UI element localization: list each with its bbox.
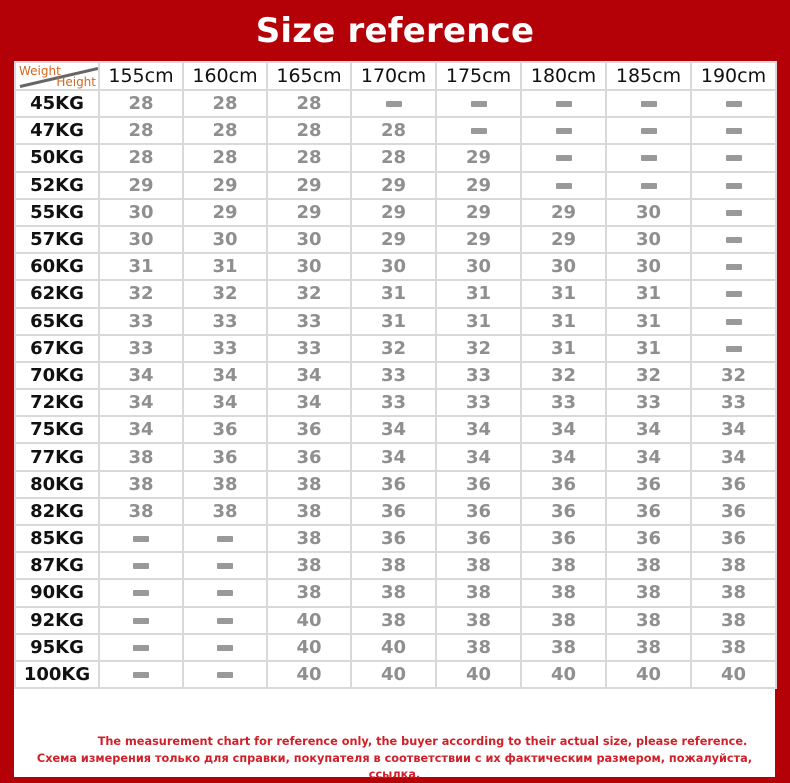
not-available-cell [691, 172, 776, 199]
not-available-cell [521, 117, 606, 144]
size-cell: 34 [267, 362, 351, 389]
row-header-weight: 77KG [15, 443, 99, 470]
not-available-cell [691, 226, 776, 253]
size-cell: 40 [521, 661, 606, 688]
size-cell: 31 [521, 308, 606, 335]
not-available-cell [351, 90, 436, 117]
row-header-weight: 70KG [15, 362, 99, 389]
row-header-weight: 95KG [15, 634, 99, 661]
footer-note-english: The measurement chart for reference only, the buyer according to their actual size, please reference. [97, 735, 748, 748]
size-cell: 34 [436, 443, 521, 470]
not-available-cell [691, 253, 776, 280]
size-cell: 30 [267, 253, 351, 280]
page-title: Size reference [255, 11, 535, 51]
size-cell: 33 [183, 308, 267, 335]
size-cell: 33 [267, 335, 351, 362]
size-cell: 31 [521, 280, 606, 307]
size-cell: 29 [267, 199, 351, 226]
row-header-weight: 45KG [15, 90, 99, 117]
size-cell: 34 [521, 443, 606, 470]
row-header-weight: 62KG [15, 280, 99, 307]
row-header-weight: 90KG [15, 579, 99, 606]
size-cell: 34 [351, 443, 436, 470]
size-cell: 40 [436, 661, 521, 688]
size-cell: 31 [99, 253, 183, 280]
size-cell: 38 [351, 579, 436, 606]
size-cell: 38 [267, 471, 351, 498]
size-cell: 36 [606, 471, 691, 498]
not-available-cell [99, 661, 183, 688]
size-cell: 28 [267, 90, 351, 117]
size-cell: 38 [351, 552, 436, 579]
size-cell: 34 [99, 389, 183, 416]
size-cell: 38 [691, 634, 776, 661]
size-cell: 34 [99, 362, 183, 389]
size-cell: 34 [351, 416, 436, 443]
table-row [15, 308, 776, 335]
column-header-height: 155cm [99, 62, 183, 90]
table-row [15, 416, 776, 443]
size-cell: 36 [521, 471, 606, 498]
size-cell: 29 [521, 226, 606, 253]
not-available-cell [99, 525, 183, 552]
size-cell: 31 [436, 308, 521, 335]
table-row [15, 253, 776, 280]
not-available-cell [99, 634, 183, 661]
size-cell: 38 [521, 607, 606, 634]
size-cell: 36 [691, 498, 776, 525]
column-header-height: 170cm [351, 62, 436, 90]
size-cell: 28 [99, 144, 183, 171]
size-cell: 40 [267, 661, 351, 688]
size-cell: 36 [691, 525, 776, 552]
table-row [15, 579, 776, 606]
size-cell: 36 [436, 498, 521, 525]
size-cell: 30 [183, 226, 267, 253]
size-cell: 30 [436, 253, 521, 280]
size-cell: 29 [267, 172, 351, 199]
size-cell: 38 [436, 607, 521, 634]
size-cell: 36 [183, 443, 267, 470]
size-cell: 33 [521, 389, 606, 416]
column-header-height: 190cm [691, 62, 776, 90]
dash-icon [726, 346, 742, 352]
size-cell: 38 [606, 552, 691, 579]
not-available-cell [183, 552, 267, 579]
not-available-cell [183, 634, 267, 661]
dash-icon [726, 128, 742, 134]
size-cell: 36 [436, 525, 521, 552]
table-row [15, 498, 776, 525]
size-cell: 28 [351, 144, 436, 171]
table-row [15, 226, 776, 253]
corner-cell [15, 62, 99, 90]
size-cell: 29 [351, 172, 436, 199]
table-row [15, 199, 776, 226]
weight-axis-label: Weight [19, 64, 61, 78]
dash-icon [217, 672, 233, 678]
size-cell: 30 [351, 253, 436, 280]
size-cell: 36 [606, 525, 691, 552]
row-header-weight: 55KG [15, 199, 99, 226]
size-cell: 29 [436, 172, 521, 199]
not-available-cell [436, 90, 521, 117]
dash-icon [471, 128, 487, 134]
dash-icon [133, 536, 149, 542]
size-cell: 34 [521, 416, 606, 443]
size-cell: 38 [436, 579, 521, 606]
not-available-cell [606, 90, 691, 117]
size-cell: 38 [521, 634, 606, 661]
table-row [15, 172, 776, 199]
size-cell: 38 [436, 634, 521, 661]
size-cell: 40 [351, 634, 436, 661]
footer-note [14, 733, 775, 783]
dash-icon [726, 319, 742, 325]
row-header-weight: 75KG [15, 416, 99, 443]
size-cell: 33 [267, 308, 351, 335]
row-header-weight: 60KG [15, 253, 99, 280]
column-header-height: 165cm [267, 62, 351, 90]
dash-icon [641, 128, 657, 134]
size-cell: 32 [267, 280, 351, 307]
size-cell: 38 [183, 498, 267, 525]
size-chart-panel [14, 61, 775, 781]
size-cell: 30 [267, 226, 351, 253]
dash-icon [726, 101, 742, 107]
size-cell: 40 [606, 661, 691, 688]
size-cell: 36 [267, 443, 351, 470]
size-cell: 31 [606, 280, 691, 307]
table-row [15, 280, 776, 307]
size-cell: 40 [351, 661, 436, 688]
table-row [15, 634, 776, 661]
size-cell: 38 [267, 498, 351, 525]
row-header-weight: 50KG [15, 144, 99, 171]
dash-icon [133, 645, 149, 651]
dash-icon [641, 155, 657, 161]
column-header-height: 175cm [436, 62, 521, 90]
row-header-weight: 80KG [15, 471, 99, 498]
size-cell: 38 [99, 443, 183, 470]
dash-icon [556, 183, 572, 189]
dash-icon [726, 155, 742, 161]
size-cell: 33 [436, 362, 521, 389]
size-cell: 38 [691, 579, 776, 606]
dash-icon [217, 563, 233, 569]
size-cell: 29 [436, 199, 521, 226]
table-row [15, 525, 776, 552]
dash-icon [217, 618, 233, 624]
size-cell: 31 [606, 308, 691, 335]
not-available-cell [606, 144, 691, 171]
size-cell: 38 [521, 579, 606, 606]
size-cell: 34 [606, 443, 691, 470]
size-cell: 38 [436, 552, 521, 579]
size-cell: 34 [183, 389, 267, 416]
table-row [15, 443, 776, 470]
size-cell: 34 [267, 389, 351, 416]
dash-icon [641, 101, 657, 107]
not-available-cell [99, 607, 183, 634]
row-header-weight: 52KG [15, 172, 99, 199]
size-cell: 29 [351, 226, 436, 253]
size-cell: 31 [436, 280, 521, 307]
size-cell: 30 [606, 199, 691, 226]
size-cell: 34 [691, 416, 776, 443]
size-cell: 32 [691, 362, 776, 389]
size-cell: 32 [99, 280, 183, 307]
dash-icon [133, 563, 149, 569]
size-cell: 36 [267, 416, 351, 443]
dash-icon [217, 536, 233, 542]
size-cell: 38 [267, 552, 351, 579]
size-cell: 38 [606, 579, 691, 606]
size-cell: 36 [521, 525, 606, 552]
dash-icon [133, 590, 149, 596]
size-cell: 29 [351, 199, 436, 226]
size-cell: 40 [267, 634, 351, 661]
not-available-cell [99, 579, 183, 606]
dash-icon [726, 264, 742, 270]
dash-icon [556, 155, 572, 161]
not-available-cell [183, 661, 267, 688]
size-cell: 30 [99, 199, 183, 226]
row-header-weight: 85KG [15, 525, 99, 552]
size-cell: 29 [436, 144, 521, 171]
dash-icon [726, 291, 742, 297]
row-header-weight: 82KG [15, 498, 99, 525]
dash-icon [556, 101, 572, 107]
size-cell: 38 [99, 471, 183, 498]
not-available-cell [691, 90, 776, 117]
not-available-cell [183, 579, 267, 606]
size-cell: 33 [99, 308, 183, 335]
dash-icon [556, 128, 572, 134]
size-cell: 30 [606, 253, 691, 280]
size-cell: 28 [351, 117, 436, 144]
dash-icon [641, 183, 657, 189]
size-cell: 40 [267, 607, 351, 634]
size-cell: 38 [691, 607, 776, 634]
row-header-weight: 57KG [15, 226, 99, 253]
size-cell: 38 [606, 634, 691, 661]
row-header-weight: 65KG [15, 308, 99, 335]
size-cell: 38 [267, 579, 351, 606]
not-available-cell [183, 607, 267, 634]
size-cell: 31 [521, 335, 606, 362]
not-available-cell [691, 335, 776, 362]
dash-icon [726, 237, 742, 243]
height-axis-label: Height [56, 75, 96, 89]
row-header-weight: 100KG [15, 661, 99, 688]
size-cell: 33 [99, 335, 183, 362]
not-available-cell [691, 308, 776, 335]
size-cell: 30 [521, 253, 606, 280]
size-cell: 36 [351, 471, 436, 498]
dash-icon [133, 672, 149, 678]
size-cell: 36 [351, 498, 436, 525]
size-cell: 29 [99, 172, 183, 199]
size-cell: 31 [606, 335, 691, 362]
size-table [14, 61, 777, 689]
table-row [15, 90, 776, 117]
row-header-weight: 72KG [15, 389, 99, 416]
size-cell: 33 [691, 389, 776, 416]
size-cell: 29 [183, 172, 267, 199]
size-cell: 28 [183, 90, 267, 117]
not-available-cell [691, 117, 776, 144]
size-cell: 34 [99, 416, 183, 443]
dash-icon [217, 590, 233, 596]
not-available-cell [691, 199, 776, 226]
row-header-weight: 47KG [15, 117, 99, 144]
size-cell: 28 [183, 144, 267, 171]
size-cell: 28 [183, 117, 267, 144]
not-available-cell [183, 525, 267, 552]
not-available-cell [606, 172, 691, 199]
size-cell: 34 [436, 416, 521, 443]
dash-icon [471, 101, 487, 107]
dash-icon [133, 618, 149, 624]
size-cell: 32 [183, 280, 267, 307]
table-body [15, 90, 776, 688]
size-cell: 36 [183, 416, 267, 443]
column-header-height: 185cm [606, 62, 691, 90]
size-cell: 33 [606, 389, 691, 416]
size-cell: 38 [99, 498, 183, 525]
not-available-cell [521, 144, 606, 171]
size-cell: 32 [521, 362, 606, 389]
table-row [15, 607, 776, 634]
size-cell: 29 [436, 226, 521, 253]
size-cell: 33 [351, 389, 436, 416]
size-cell: 38 [606, 607, 691, 634]
dash-icon [386, 101, 402, 107]
size-cell: 34 [691, 443, 776, 470]
size-cell: 33 [351, 362, 436, 389]
not-available-cell [691, 144, 776, 171]
size-cell: 36 [691, 471, 776, 498]
size-cell: 38 [351, 607, 436, 634]
dash-icon [217, 645, 233, 651]
table-row [15, 661, 776, 688]
row-header-weight: 87KG [15, 552, 99, 579]
dash-icon [726, 210, 742, 216]
size-cell: 29 [183, 199, 267, 226]
table-row [15, 362, 776, 389]
size-cell: 28 [267, 117, 351, 144]
size-cell: 34 [183, 362, 267, 389]
not-available-cell [521, 172, 606, 199]
column-header-height: 160cm [183, 62, 267, 90]
size-cell: 28 [267, 144, 351, 171]
size-cell: 31 [351, 308, 436, 335]
size-cell: 30 [606, 226, 691, 253]
size-cell: 32 [351, 335, 436, 362]
not-available-cell [521, 90, 606, 117]
table-row [15, 117, 776, 144]
footer-note-russian: Схема измерения только для справки, покупателя в соответствии с их фактическим размером, пожалуйста, ссылка. [36, 752, 753, 781]
size-cell: 38 [521, 552, 606, 579]
not-available-cell [436, 117, 521, 144]
size-cell: 38 [267, 525, 351, 552]
size-cell: 28 [99, 117, 183, 144]
size-cell: 40 [691, 661, 776, 688]
table-row [15, 471, 776, 498]
table-row [15, 389, 776, 416]
column-header-height: 180cm [521, 62, 606, 90]
row-header-weight: 67KG [15, 335, 99, 362]
size-cell: 31 [183, 253, 267, 280]
size-cell: 28 [99, 90, 183, 117]
row-header-weight: 92KG [15, 607, 99, 634]
size-cell: 30 [99, 226, 183, 253]
size-cell: 36 [606, 498, 691, 525]
size-cell: 33 [436, 389, 521, 416]
size-cell: 34 [606, 416, 691, 443]
not-available-cell [606, 117, 691, 144]
size-cell: 32 [436, 335, 521, 362]
size-cell: 31 [351, 280, 436, 307]
header-row [15, 62, 776, 90]
size-cell: 36 [521, 498, 606, 525]
size-cell: 36 [351, 525, 436, 552]
size-cell: 36 [436, 471, 521, 498]
not-available-cell [99, 552, 183, 579]
table-row [15, 335, 776, 362]
table-row [15, 552, 776, 579]
size-cell: 32 [606, 362, 691, 389]
size-cell: 29 [521, 199, 606, 226]
dash-icon [726, 183, 742, 189]
size-cell: 38 [183, 471, 267, 498]
table-row [15, 144, 776, 171]
size-cell: 33 [183, 335, 267, 362]
not-available-cell [691, 280, 776, 307]
size-cell: 38 [691, 552, 776, 579]
